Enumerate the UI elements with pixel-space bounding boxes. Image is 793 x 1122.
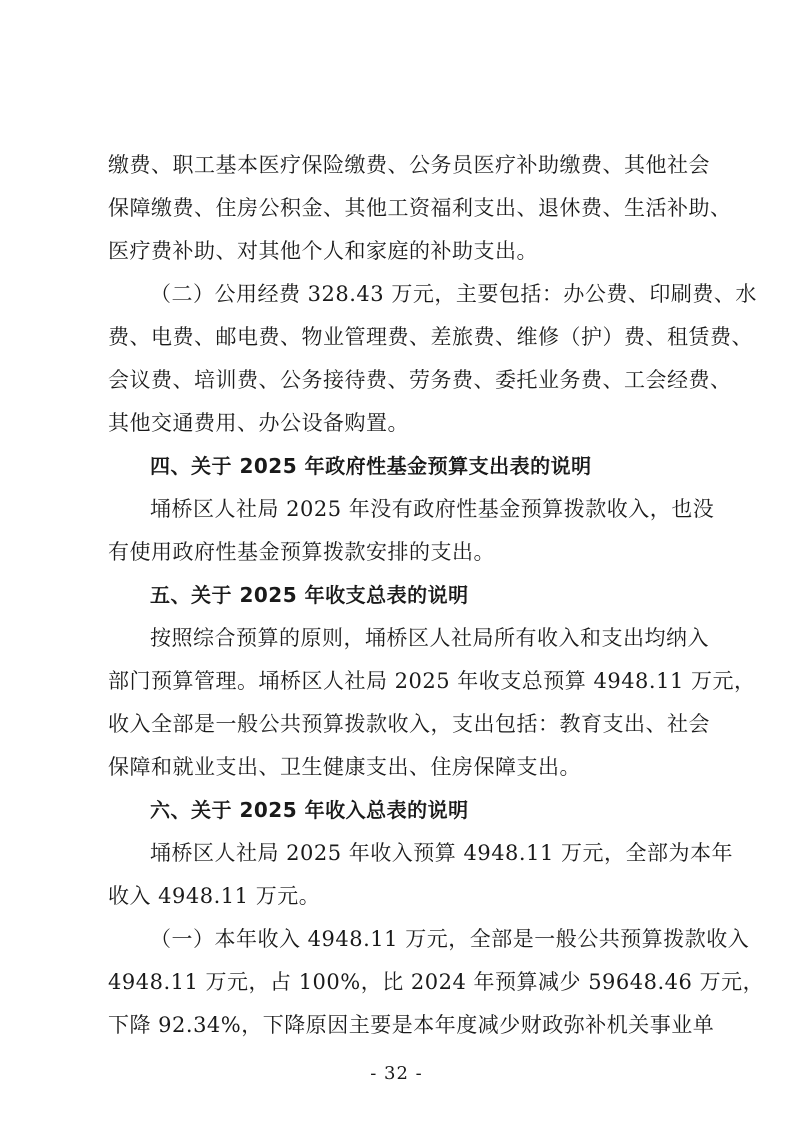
section-heading: 六、关于 2025 年收入总表的说明	[150, 798, 469, 822]
body-text-line: 按照综合预算的原则，埇桥区人社局所有收入和支出均纳入	[150, 626, 709, 650]
body-text-line: （二）公用经费 328.43 万元，主要包括：办公费、印刷费、水	[150, 282, 757, 306]
section-heading: 五、关于 2025 年收支总表的说明	[150, 583, 469, 607]
body-text-line: 有使用政府性基金预算拨款安排的支出。	[108, 540, 495, 564]
body-text-line: 保障和就业支出、卫生健康支出、住房保障支出。	[108, 755, 581, 779]
body-text-line: 部门预算管理。埇桥区人社局 2025 年收支总预算 4948.11 万元，	[108, 669, 756, 693]
body-text-line: 会议费、培训费、公务接待费、劳务费、委托业务费、工会经费、	[108, 368, 732, 392]
body-text-line: 缴费、职工基本医疗保险缴费、公务员医疗补助缴费、其他社会	[108, 153, 710, 177]
body-text-line: 收入 4948.11 万元。	[108, 884, 321, 908]
body-text-line: 下降 92.34%，下降原因主要是本年度减少财政弥补机关事业单	[108, 1013, 715, 1037]
body-text-line: 收入全部是一般公共预算拨款收入，支出包括：教育支出、社会	[108, 712, 710, 736]
body-text-line: （一）本年收入 4948.11 万元，全部是一般公共预算拨款收入	[150, 927, 750, 951]
body-text-line: 埇桥区人社局 2025 年没有政府性基金预算拨款收入，也没	[150, 497, 715, 521]
body-text-line: 4948.11 万元，占 100%，比 2024 年预算减少 59648.46 万元，	[108, 970, 765, 994]
body-text-line: 费、电费、邮电费、物业管理费、差旅费、维修（护）费、租赁费、	[108, 325, 753, 349]
body-text-line: 其他交通费用、办公设备购置。	[108, 411, 409, 435]
body-text-line: 埇桥区人社局 2025 年收入预算 4948.11 万元，全部为本年	[150, 841, 733, 865]
section-heading: 四、关于 2025 年政府性基金预算支出表的说明	[150, 454, 592, 478]
body-text-line: 保障缴费、住房公积金、其他工资福利支出、退休费、生活补助、	[108, 196, 732, 220]
page-number: - 32 -	[370, 1063, 423, 1084]
body-text-line: 医疗费补助、对其他个人和家庭的补助支出。	[108, 239, 538, 263]
